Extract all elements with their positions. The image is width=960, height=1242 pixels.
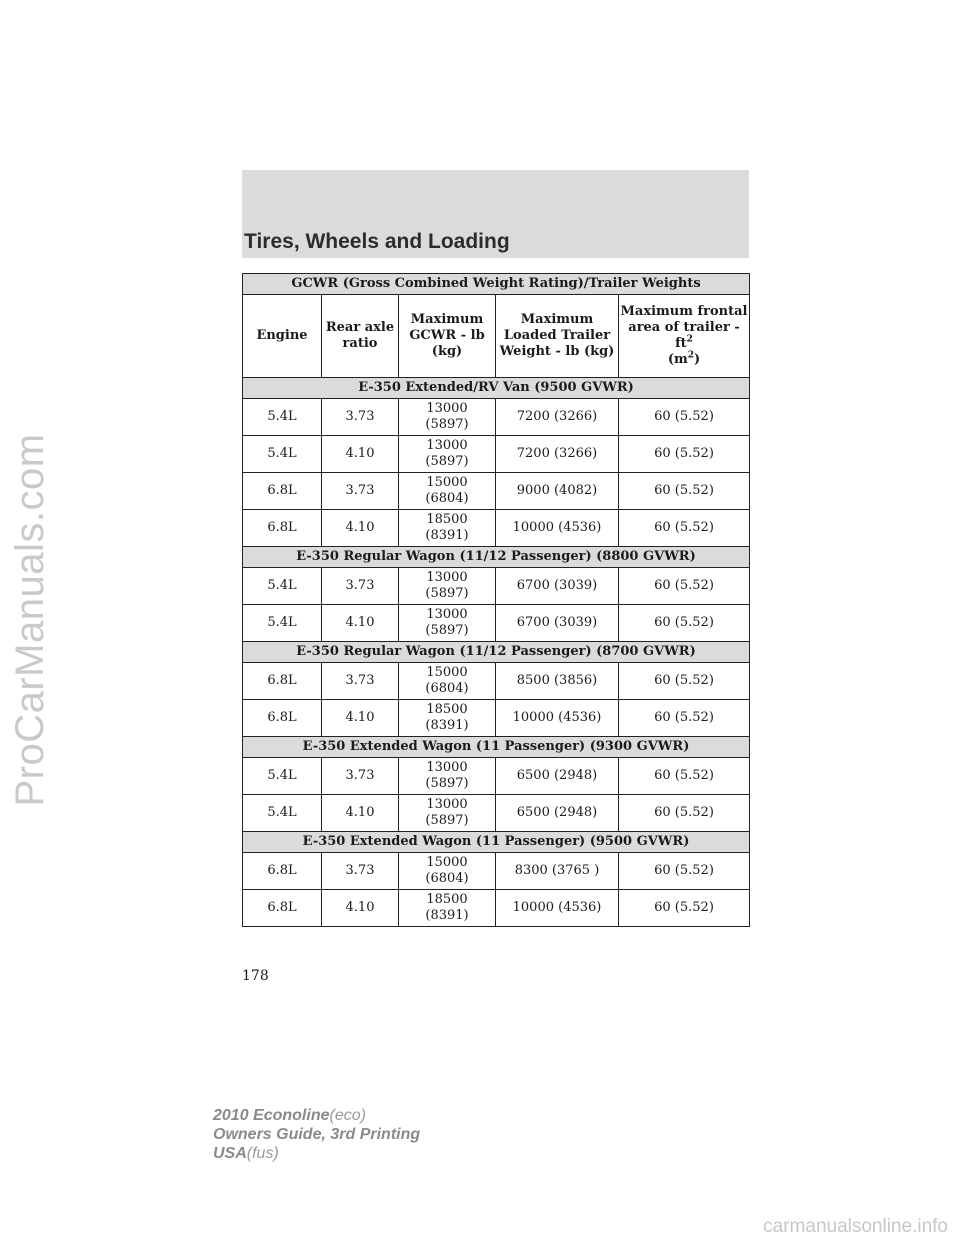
section-title: Tires, Wheels and Loading (244, 230, 510, 253)
footer-line-1: 2010 Econoline(eco) (213, 1107, 366, 1124)
group-title: E-350 Extended Wagon (11 Passenger) (9500 GVWR) (243, 832, 750, 853)
header-engine: Engine (243, 295, 322, 378)
cell-max-gcwr (399, 700, 496, 737)
cell-max-gcwr (399, 473, 496, 510)
cell-trailer-weight: 7200 (3266) (496, 399, 619, 436)
header-max-frontal-area: Maximum frontal area of trailer - $ft^2$ $(m^2)$ (619, 295, 750, 378)
gcwr-lb: 13000 (426, 797, 468, 812)
cell-engine: 6.8L (243, 663, 322, 700)
cell-max-gcwr (399, 568, 496, 605)
cell-frontal-area: 60 (5.52) (619, 510, 750, 547)
watermark-carmanualsonline: carmanualsonline.info (763, 1216, 948, 1237)
cell-frontal-area: 60 (5.52) (619, 436, 750, 473)
cell-trailer-weight: 7200 (3266) (496, 436, 619, 473)
table-title-row (243, 274, 750, 295)
cell-engine: 5.4L (243, 758, 322, 795)
gcwr-lb: 13000 (426, 760, 468, 775)
table-row (243, 399, 750, 436)
cell-max-gcwr (399, 663, 496, 700)
cell-frontal-area: 60 (5.52) (619, 795, 750, 832)
gcwr-lb: 18500 (426, 512, 468, 527)
gcwr-kg: (5897) (425, 417, 469, 432)
table-row (243, 436, 750, 473)
cell-trailer-weight: 8300 (3765 ) (496, 853, 619, 890)
cell-axle-ratio: 3.73 (322, 568, 399, 605)
cell-max-gcwr (399, 853, 496, 890)
cell-trailer-weight: 6500 (2948) (496, 758, 619, 795)
table-title: GCWR (Gross Combined Weight Rating)/Trailer Weights (243, 274, 750, 295)
table-row (243, 758, 750, 795)
cell-trailer-weight: 10000 (4536) (496, 700, 619, 737)
table-row (243, 853, 750, 890)
cell-frontal-area: 60 (5.52) (619, 663, 750, 700)
cell-axle-ratio: 4.10 (322, 795, 399, 832)
table-row (243, 700, 750, 737)
cell-axle-ratio: 4.10 (322, 510, 399, 547)
gcwr-lb: 13000 (426, 607, 468, 622)
group-header-row (243, 642, 750, 663)
cell-engine: 6.8L (243, 890, 322, 927)
gcwr-kg: (5897) (425, 623, 469, 638)
gcwr-lb: 15000 (426, 855, 468, 870)
footer-line-2: Owners Guide, 3rd Printing (213, 1126, 421, 1143)
cell-engine: 6.8L (243, 473, 322, 510)
gcwr-table (242, 273, 750, 927)
gcwr-lb: 13000 (426, 401, 468, 416)
cell-trailer-weight: 10000 (4536) (496, 890, 619, 927)
section-header-band (242, 170, 749, 258)
group-title: E-350 Regular Wagon (11/12 Passenger) (8700 GVWR) (243, 642, 750, 663)
cell-frontal-area: 60 (5.52) (619, 568, 750, 605)
gcwr-kg: (8391) (425, 908, 469, 923)
page-number: 178 (242, 968, 269, 984)
cell-max-gcwr (399, 605, 496, 642)
cell-engine: 5.4L (243, 605, 322, 642)
cell-max-gcwr (399, 510, 496, 547)
cell-engine: 5.4L (243, 795, 322, 832)
cell-max-gcwr (399, 399, 496, 436)
gcwr-lb: 13000 (426, 570, 468, 585)
watermark-procarmanuals: ProCarManuals.com (8, 433, 52, 807)
group-header-row (243, 832, 750, 853)
cell-max-gcwr (399, 436, 496, 473)
group-header-row (243, 737, 750, 758)
group-title: E-350 Regular Wagon (11/12 Passenger) (8800 GVWR) (243, 547, 750, 568)
cell-engine: 6.8L (243, 700, 322, 737)
cell-frontal-area: 60 (5.52) (619, 473, 750, 510)
footer-print-info (213, 1106, 420, 1163)
table-row (243, 568, 750, 605)
cell-frontal-area: 60 (5.52) (619, 399, 750, 436)
gcwr-lb: 15000 (426, 475, 468, 490)
gcwr-kg: (6804) (425, 871, 469, 886)
gcwr-kg: (5897) (425, 586, 469, 601)
table-row (243, 473, 750, 510)
cell-axle-ratio: 4.10 (322, 890, 399, 927)
header-max-trailer-weight: Maximum Loaded Trailer Weight - lb (kg) (496, 295, 619, 378)
gcwr-kg: (6804) (425, 491, 469, 506)
cell-axle-ratio: 3.73 (322, 758, 399, 795)
cell-engine: 6.8L (243, 510, 322, 547)
cell-axle-ratio: 4.10 (322, 700, 399, 737)
table-row (243, 605, 750, 642)
cell-axle-ratio: 4.10 (322, 436, 399, 473)
cell-axle-ratio: 3.73 (322, 853, 399, 890)
table-row (243, 795, 750, 832)
group-header-row (243, 547, 750, 568)
cell-frontal-area: 60 (5.52) (619, 605, 750, 642)
cell-trailer-weight: 6700 (3039) (496, 568, 619, 605)
cell-trailer-weight: 9000 (4082) (496, 473, 619, 510)
header-axle-ratio: Rear axle ratio (322, 295, 399, 378)
gcwr-kg: (5897) (425, 454, 469, 469)
cell-engine: 5.4L (243, 568, 322, 605)
cell-engine: 5.4L (243, 399, 322, 436)
gcwr-kg: (8391) (425, 528, 469, 543)
footer-line-3: USA(fus) (213, 1145, 279, 1162)
cell-max-gcwr (399, 795, 496, 832)
gcwr-lb: 18500 (426, 892, 468, 907)
cell-axle-ratio: 3.73 (322, 399, 399, 436)
cell-max-gcwr (399, 758, 496, 795)
gcwr-lb: 15000 (426, 665, 468, 680)
cell-axle-ratio: 4.10 (322, 605, 399, 642)
gcwr-kg: (6804) (425, 681, 469, 696)
cell-axle-ratio: 3.73 (322, 663, 399, 700)
cell-engine: 5.4L (243, 436, 322, 473)
cell-frontal-area: 60 (5.52) (619, 758, 750, 795)
gcwr-lb: 18500 (426, 702, 468, 717)
cell-trailer-weight: 10000 (4536) (496, 510, 619, 547)
cell-frontal-area: 60 (5.52) (619, 890, 750, 927)
gcwr-kg: (8391) (425, 718, 469, 733)
gcwr-kg: (5897) (425, 776, 469, 791)
cell-frontal-area: 60 (5.52) (619, 700, 750, 737)
group-title: E-350 Extended/RV Van (9500 GVWR) (243, 378, 750, 399)
header-max-gcwr: Maximum GCWR - lb (kg) (399, 295, 496, 378)
table-row (243, 890, 750, 927)
cell-trailer-weight: 6700 (3039) (496, 605, 619, 642)
cell-axle-ratio: 3.73 (322, 473, 399, 510)
column-header-row (243, 295, 750, 378)
cell-max-gcwr (399, 890, 496, 927)
group-header-row (243, 378, 750, 399)
group-title: E-350 Extended Wagon (11 Passenger) (9300 GVWR) (243, 737, 750, 758)
cell-trailer-weight: 8500 (3856) (496, 663, 619, 700)
cell-frontal-area: 60 (5.52) (619, 853, 750, 890)
table-body (243, 378, 750, 927)
gcwr-kg: (5897) (425, 813, 469, 828)
cell-trailer-weight: 6500 (2948) (496, 795, 619, 832)
table-row (243, 663, 750, 700)
table-row (243, 510, 750, 547)
gcwr-lb: 13000 (426, 438, 468, 453)
cell-engine: 6.8L (243, 853, 322, 890)
